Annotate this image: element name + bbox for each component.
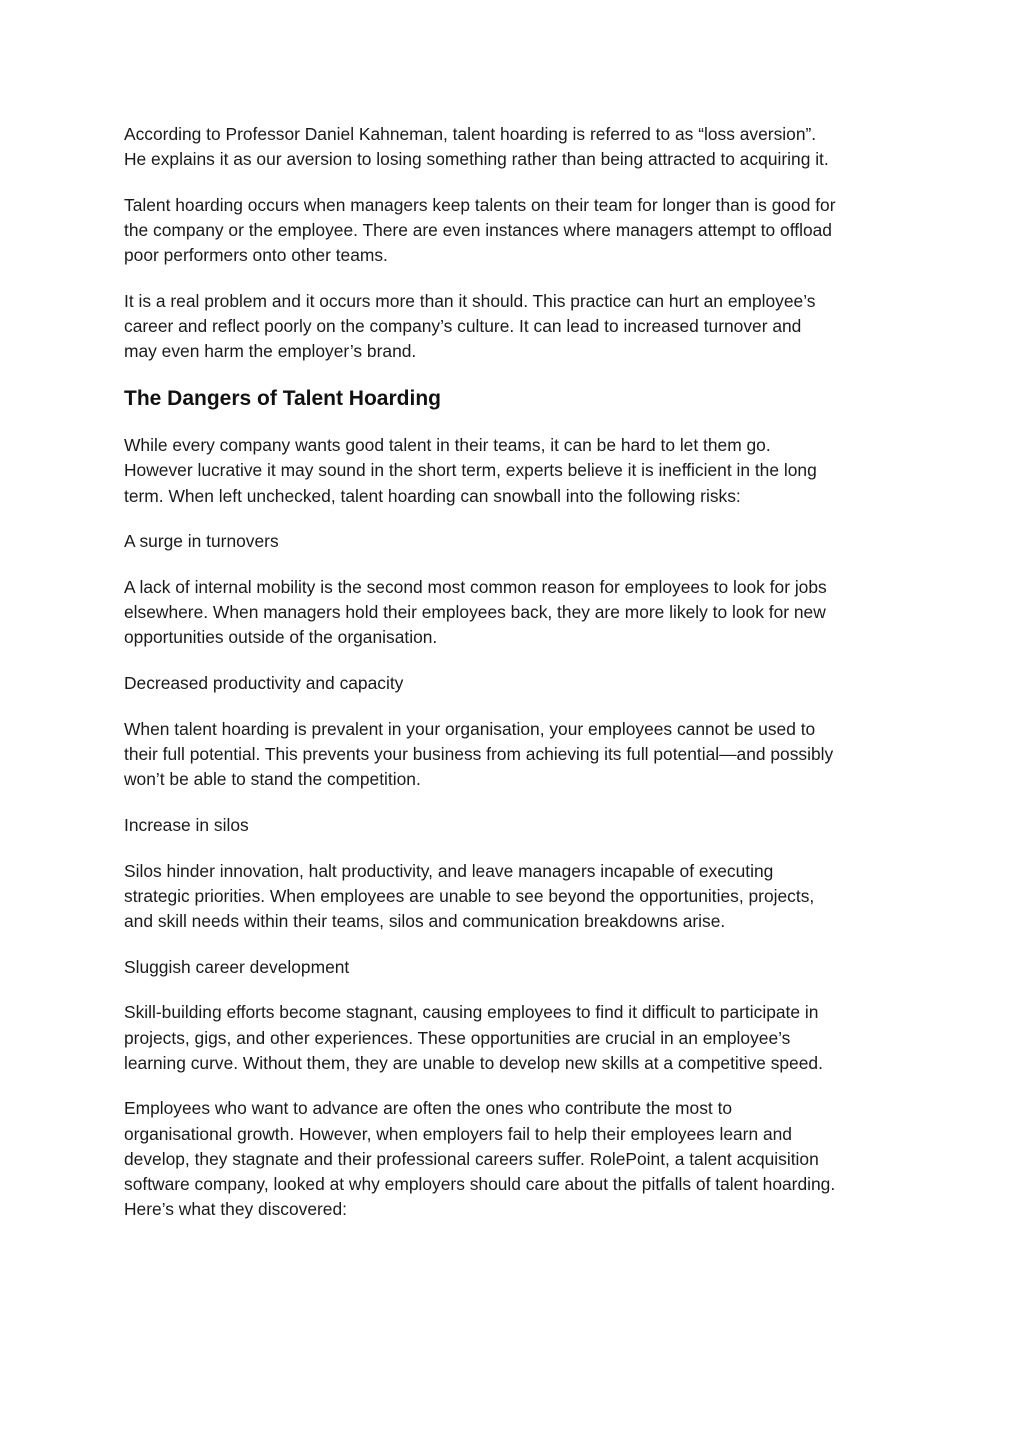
- section-intro-paragraph: While every company wants good talent in their teams, it can be hard to let them go. However lucrative it may sound in the short term, experts believe it is inefficient in the long term. When left unchecked, talent hoarding can snowball into the following risks:: [124, 435, 817, 506]
- risk-body: Silos hinder innovation, halt productivity, and leave managers incapable of executing strategic priorities. When employees are unable to see beyond the opportunities, projects, and skill needs within their teams, silos and communication breakdowns arise.: [124, 860, 815, 931]
- intro-paragraph: According to Professor Daniel Kahneman, talent hoarding is referred to as “loss aversion”. He explains it as our aversion to losing something rather than being attracted to acquiring it.: [124, 124, 829, 170]
- risk-title: Decreased productivity and capacity: [124, 673, 404, 694]
- risk-title: Sluggish career development: [124, 956, 350, 977]
- intro-paragraph: It is a real problem and it occurs more than it should. This practice can hurt an employee’s career and reflect poorly on the company’s culture. It can lead to increased turnover and may even harm the employer’s brand.: [124, 291, 816, 362]
- intro-paragraph: Talent hoarding occurs when managers keep talents on their team for longer than is good for the company or the employee. There are even instances where managers attempt to offload poor performers onto other teams.: [124, 194, 836, 266]
- document-page: [124, 122, 914, 1243]
- risk-body: When talent hoarding is prevalent in your organisation, your employees cannot be used to their full potential. This prevents your business from achieving its full potential—and possibly won’t be able to stand the competition.: [124, 718, 834, 790]
- section-heading: The Dangers of Talent Hoarding: [124, 387, 441, 411]
- risk-title: Increase in silos: [124, 814, 249, 835]
- risk-title: A surge in turnovers: [124, 531, 279, 552]
- risk-body: Skill-building efforts become stagnant, causing employees to find it difficult to participate in projects, gigs, and other experiences. These opportunities are crucial in an employee’s learning curve. Without them, they are unable to develop new skills at a competitive speed.: [124, 1002, 823, 1073]
- closing-paragraph: Employees who want to advance are often the ones who contribute the most to organisational growth. However, when employers fail to help their employees learn and develop, they stagnate and their professional careers suffer. RolePoint, a talent acquisition software company, looked at why employers should care about the pitfalls of talent hoarding. Here’s what they discovered:: [124, 1098, 836, 1220]
- risk-body: A lack of internal mobility is the second most common reason for employees to look for jobs elsewhere. When managers hold their employees back, they are more likely to look for new opportunities outside of the organisation.: [124, 576, 827, 648]
